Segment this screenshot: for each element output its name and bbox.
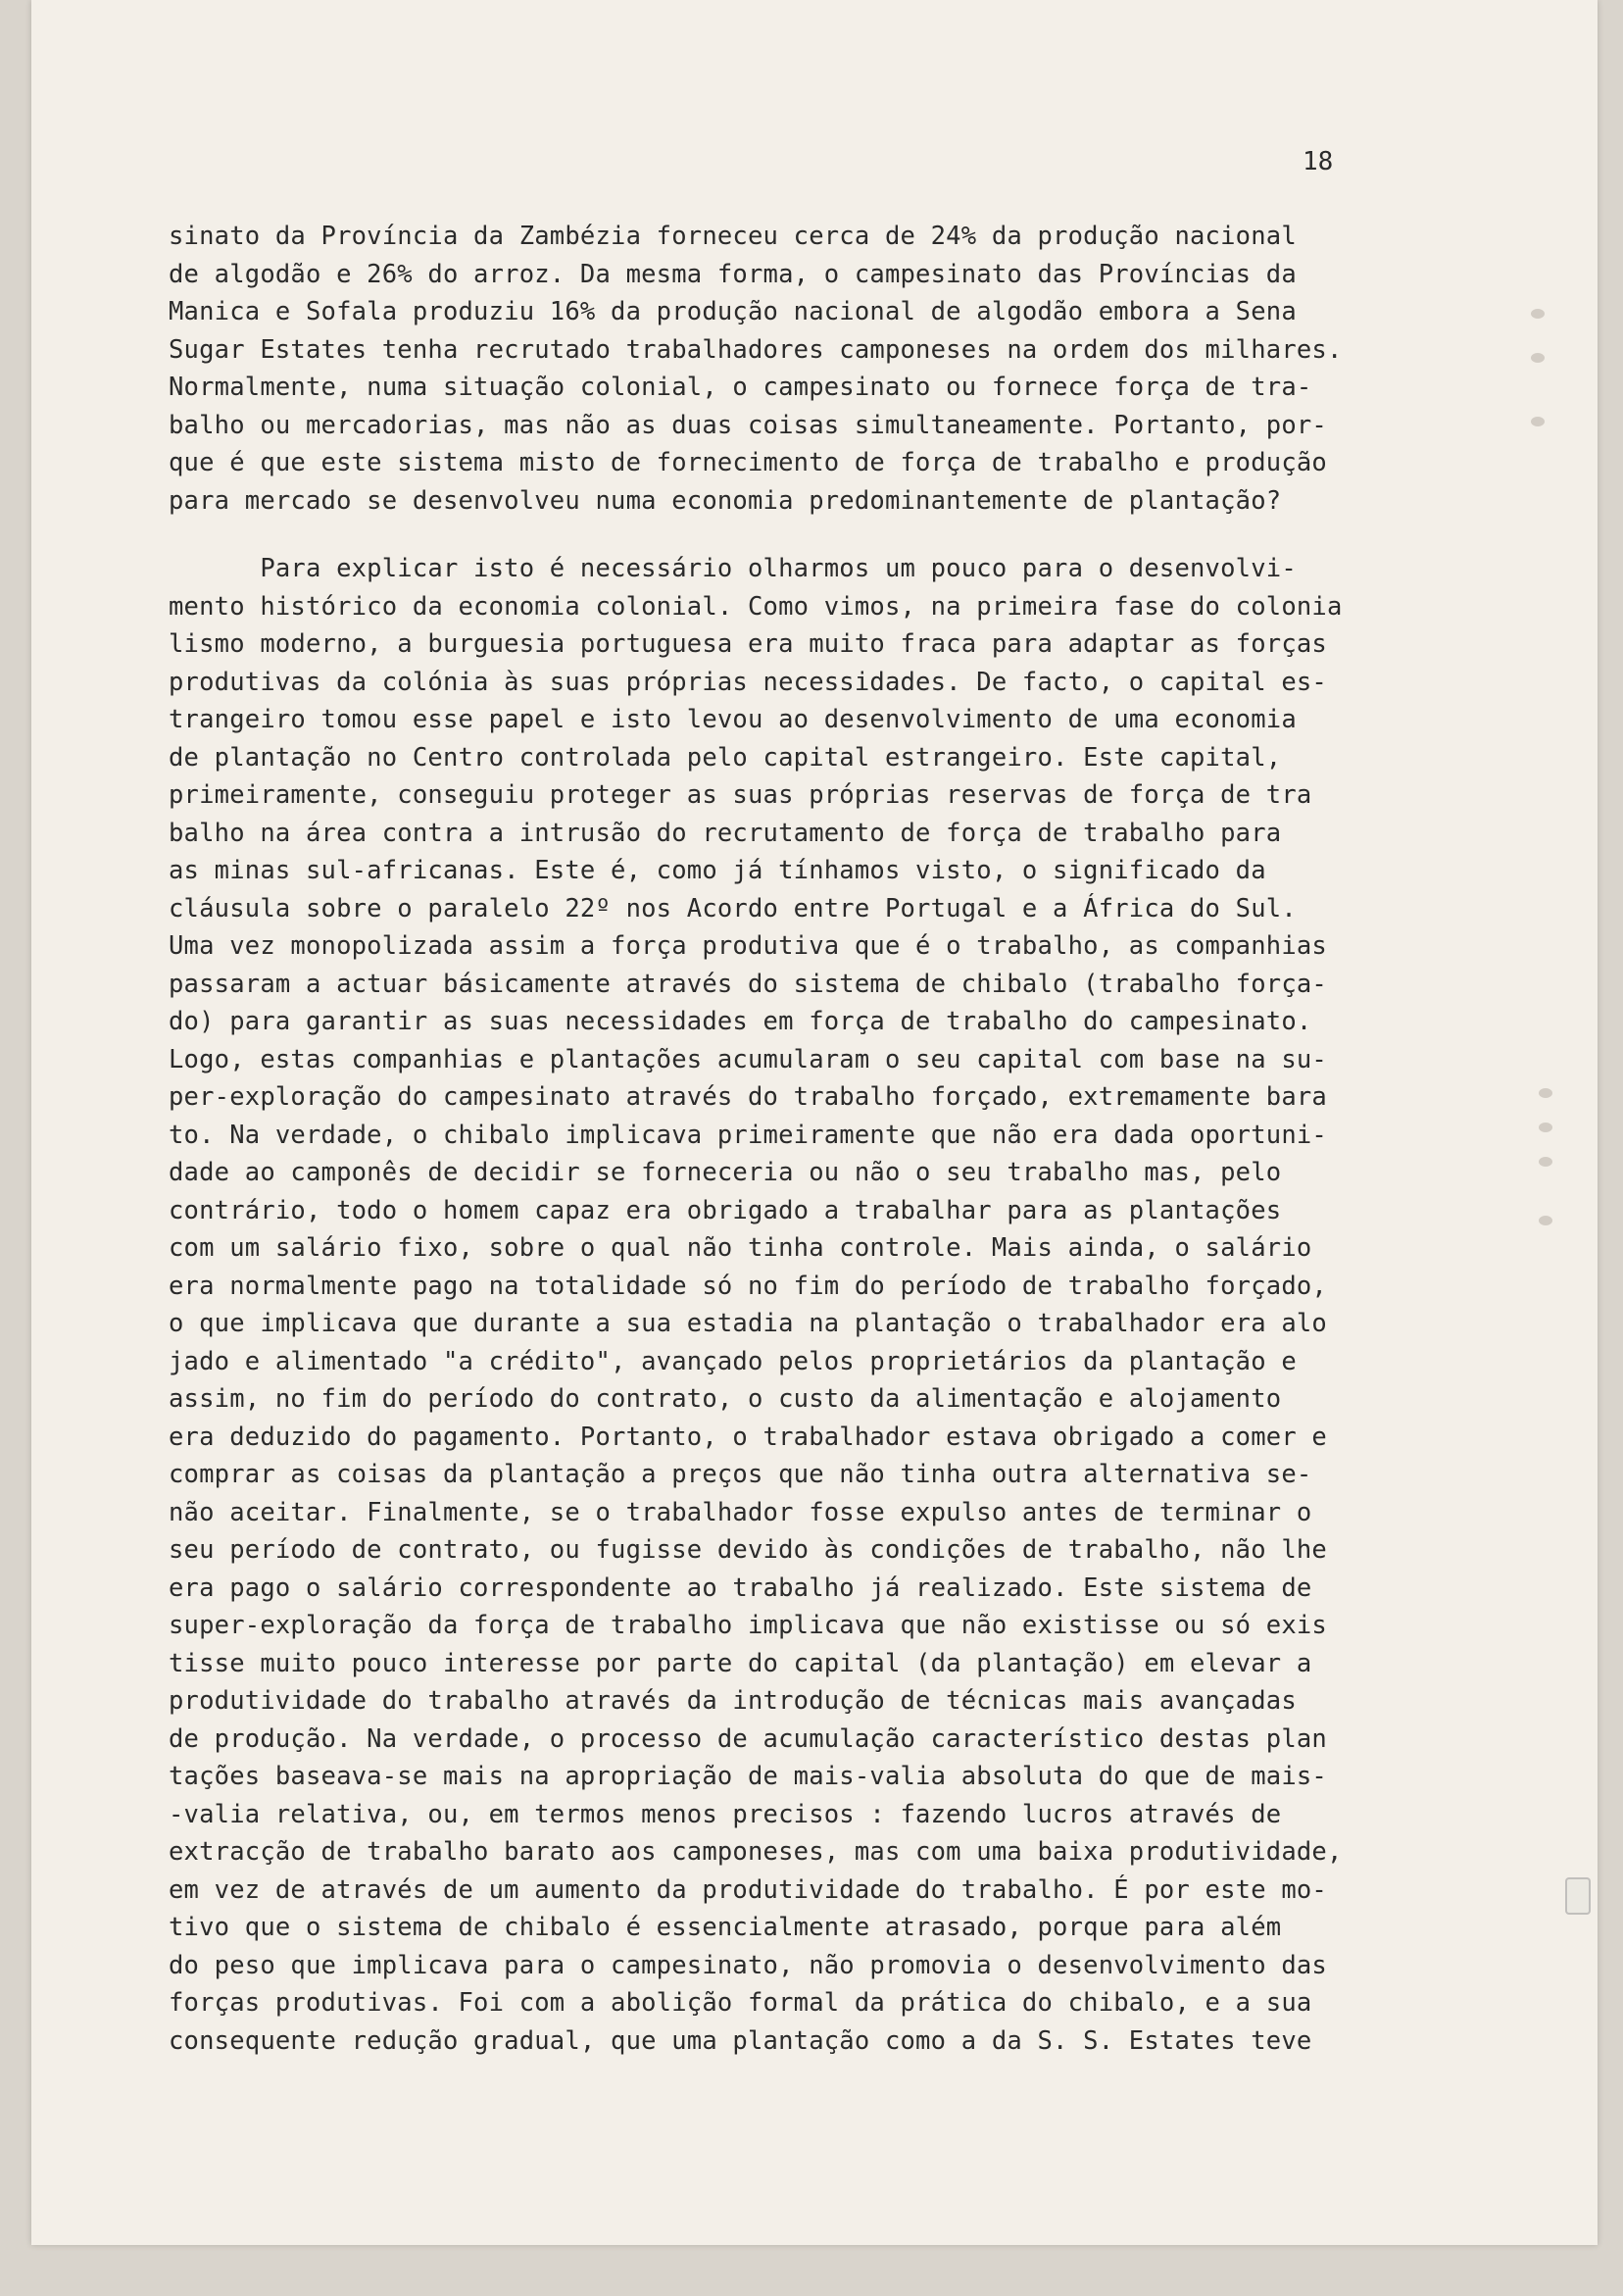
text-line: Para explicar isto é necessário olharmos um pouco para o desenvolvi-: [169, 554, 1297, 583]
text-line: contrário, todo o homem capaz era obrigado a trabalhar para as plantações: [169, 1195, 1282, 1225]
text-line: para mercado se desenvolveu numa economia predominantemente de plantação?: [169, 485, 1282, 516]
binding-hole-mark: [1531, 417, 1545, 426]
text-line: o que implicava que durante a sua estadia na plantação o trabalhador era alo: [169, 1309, 1327, 1338]
text-line: super-exploração da força de trabalho implicava que não existisse ou só exis: [169, 1611, 1327, 1640]
text-line: de produção. Na verdade, o processo de acumulação característico destas plan: [169, 1723, 1327, 1754]
text-line: em vez de através de um aumento da produtividade do trabalho. É por este mo-: [169, 1874, 1327, 1905]
text-line: seu período de contrato, ou fugisse devido às condições de trabalho, não lhe: [169, 1535, 1327, 1565]
paragraph-gap: [169, 520, 1433, 550]
text-line: tações baseava-se mais na apropriação de mais-valia absoluta do que de mais-: [169, 1762, 1327, 1791]
text-line: de algodão e 26% do arroz. Da mesma forma, o campesinato das Províncias da: [169, 259, 1297, 289]
text-line: do peso que implicava para o campesinato, não promovia o desenvolvimento das: [169, 1950, 1327, 1980]
text-line: to. Na verdade, o chibalo implicava primeiramente que não era dada oportuni-: [169, 1120, 1327, 1150]
text-line: cláusula sobre o paralelo 22º nos Acordo entre Portugal e a África do Sul.: [169, 893, 1297, 923]
text-line: extracção de trabalho barato aos camponeses, mas com uma baixa produtividade,: [169, 1837, 1343, 1867]
body-text: [169, 218, 1433, 2060]
text-line: primeiramente, conseguiu proteger as suas próprias reservas de força de tra: [169, 780, 1312, 810]
text-line: Manica e Sofala produziu 16% da produção nacional de algodão embora a Sena: [169, 297, 1297, 326]
text-line: que é que este sistema misto de fornecimento de força de trabalho e produção: [169, 448, 1327, 477]
binding-hole-mark: [1539, 1088, 1552, 1098]
page-number: 18: [1303, 147, 1334, 176]
paragraph-2: [169, 550, 1433, 2060]
text-line: era deduzido do pagamento. Portanto, o trabalhador estava obrigado a comer e: [169, 1422, 1327, 1452]
text-line: dade ao camponês de decidir se forneceria ou não o seu trabalho mas, pelo: [169, 1158, 1282, 1187]
document-page: [31, 0, 1598, 2245]
paragraph-1: [169, 218, 1433, 520]
text-line: per-exploração do campesinato através do trabalho forçado, extremamente bara: [169, 1082, 1327, 1112]
text-line: produtividade do trabalho através da introdução de técnicas mais avançadas: [169, 1686, 1297, 1716]
text-line: mento histórico da economia colonial. Como vimos, na primeira fase do colonia: [169, 591, 1343, 622]
text-line: produtivas da colónia às suas próprias necessidades. De facto, o capital es-: [169, 667, 1327, 697]
text-line: passaram a actuar básicamente através do sistema de chibalo (trabalho força-: [169, 969, 1327, 999]
text-line: -valia relativa, ou, em termos menos precisos : fazendo lucros através de: [169, 1799, 1282, 1829]
text-line: jado e alimentado "a crédito", avançado pelos proprietários da plantação e: [169, 1346, 1297, 1376]
text-line: lismo moderno, a burguesia portuguesa era muito fraca para adaptar as forças: [169, 629, 1327, 659]
text-line: Uma vez monopolizada assim a força produtiva que é o trabalho, as companhias: [169, 931, 1327, 961]
text-line: sinato da Província da Zambézia forneceu cerca de 24% da produção nacional: [169, 222, 1297, 251]
text-line: não aceitar. Finalmente, se o trabalhador fosse expulso antes de terminar o: [169, 1497, 1312, 1527]
text-line: era normalmente pago na totalidade só no fim do período de trabalho forçado,: [169, 1271, 1327, 1301]
text-line: com um salário fixo, sobre o qual não tinha controle. Mais ainda, o salário: [169, 1233, 1312, 1263]
text-line: Logo, estas companhias e plantações acumularam o seu capital com base na su-: [169, 1044, 1327, 1074]
binding-hole-mark: [1539, 1157, 1552, 1167]
text-line: Normalmente, numa situação colonial, o campesinato ou fornece força de tra-: [169, 373, 1312, 402]
text-line: as minas sul-africanas. Este é, como já tínhamos visto, o significado da: [169, 856, 1266, 885]
text-line: comprar as coisas da plantação a preços que não tinha outra alternativa se-: [169, 1460, 1312, 1489]
text-line: de plantação no Centro controlada pelo capital estrangeiro. Este capital,: [169, 742, 1282, 773]
text-line: balho ou mercadorias, mas não as duas coisas simultaneamente. Portanto, por-: [169, 410, 1327, 440]
text-line: forças produtivas. Foi com a abolição formal da prática do chibalo, e a sua: [169, 1988, 1312, 2018]
text-line: Sugar Estates tenha recrutado trabalhadores camponeses na ordem dos milhares.: [169, 334, 1343, 365]
text-line: tivo que o sistema de chibalo é essencialmente atrasado, porque para além: [169, 1913, 1282, 1942]
text-line: balho na área contra a intrusão do recrutamento de força de trabalho para: [169, 818, 1282, 848]
text-line: do) para garantir as suas necessidades em força de trabalho do campesinato.: [169, 1007, 1312, 1036]
text-line: consequente redução gradual, que uma plantação como a da S. S. Estates teve: [169, 2025, 1312, 2056]
binding-hole-mark: [1531, 309, 1545, 319]
binding-hole-mark: [1539, 1216, 1552, 1225]
binding-hole-mark: [1539, 1123, 1552, 1132]
text-line: assim, no fim do período do contrato, o custo da alimentação e alojamento: [169, 1384, 1282, 1414]
text-line: tisse muito pouco interesse por parte do capital (da plantação) em elevar a: [169, 1648, 1312, 1678]
binder-clip-mark: [1565, 1877, 1591, 1915]
text-line: era pago o salário correspondente ao trabalho já realizado. Este sistema de: [169, 1572, 1312, 1603]
binding-hole-mark: [1531, 353, 1545, 363]
text-line: trangeiro tomou esse papel e isto levou ao desenvolvimento de uma economia: [169, 705, 1297, 734]
